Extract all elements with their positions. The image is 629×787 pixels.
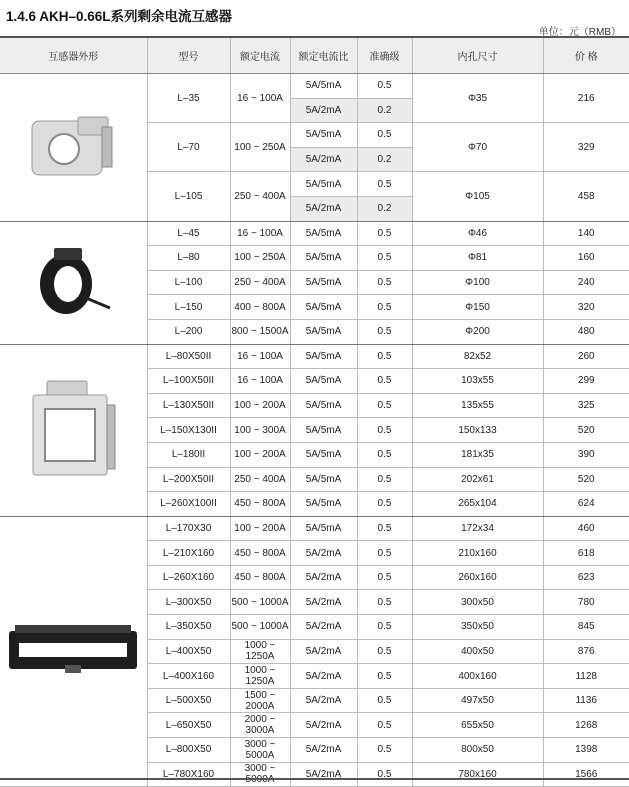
col-header-hole: 内孔尺寸 — [412, 38, 543, 74]
accuracy-cell: 0.5 — [357, 541, 412, 566]
accuracy-cell: 0.5 — [357, 393, 412, 418]
accuracy-cell: 0.5 — [357, 565, 412, 590]
ratio-cell: 5A/2mA — [290, 98, 357, 123]
col-header-current: 额定电流 — [230, 38, 290, 74]
model-cell: L–350X50 — [147, 615, 230, 640]
price-cell: 618 — [543, 541, 629, 566]
hole-cell: Φ46 — [412, 221, 543, 246]
current-cell: 100 ~ 250A — [230, 246, 290, 271]
model-cell: L–170X30 — [147, 516, 230, 541]
ratio-cell: 5A/2mA — [290, 738, 357, 763]
ratio-cell: 5A/5mA — [290, 270, 357, 295]
accuracy-cell: 0.5 — [357, 295, 412, 320]
model-cell: L–400X160 — [147, 664, 230, 689]
accuracy-cell: 0.5 — [357, 762, 412, 787]
accuracy-cell: 0.2 — [357, 147, 412, 172]
ratio-cell: 5A/2mA — [290, 639, 357, 664]
model-cell: L–35 — [147, 74, 230, 123]
table-row — [0, 221, 629, 246]
price-cell: 320 — [543, 295, 629, 320]
hole-cell: Φ35 — [412, 74, 543, 123]
price-cell: 140 — [543, 221, 629, 246]
current-cell: 1000 ~ 1250A — [230, 639, 290, 664]
accuracy-cell: 0.5 — [357, 74, 412, 99]
price-cell: 480 — [543, 319, 629, 344]
current-cell: 800 ~ 1500A — [230, 319, 290, 344]
ratio-cell: 5A/2mA — [290, 713, 357, 738]
accuracy-cell: 0.5 — [357, 123, 412, 148]
ratio-cell: 5A/5mA — [290, 467, 357, 492]
price-cell: 1566 — [543, 762, 629, 787]
model-cell: L–500X50 — [147, 688, 230, 713]
price-cell: 458 — [543, 172, 629, 221]
ratio-cell: 5A/5mA — [290, 319, 357, 344]
current-cell: 400 ~ 800A — [230, 295, 290, 320]
price-cell: 460 — [543, 516, 629, 541]
current-cell: 100 ~ 300A — [230, 418, 290, 443]
ratio-cell: 5A/2mA — [290, 590, 357, 615]
accuracy-cell: 0.5 — [357, 467, 412, 492]
ratio-cell: 5A/5mA — [290, 74, 357, 99]
section-title: 1.4.6 AKH–0.66L系列剩余电流互感器 — [6, 9, 233, 24]
model-cell: L–200 — [147, 319, 230, 344]
ratio-cell: 5A/5mA — [290, 295, 357, 320]
current-cell: 100 ~ 250A — [230, 123, 290, 172]
table-row — [0, 344, 629, 369]
col-header-accuracy: 准确级 — [357, 38, 412, 74]
ratio-cell: 5A/5mA — [290, 418, 357, 443]
hole-cell: 400x160 — [412, 664, 543, 689]
price-cell: 780 — [543, 590, 629, 615]
accuracy-cell: 0.5 — [357, 319, 412, 344]
accuracy-cell: 0.5 — [357, 639, 412, 664]
table-row — [0, 74, 629, 99]
hole-cell: 202x61 — [412, 467, 543, 492]
hole-cell: 655x50 — [412, 713, 543, 738]
current-cell: 500 ~ 1000A — [230, 590, 290, 615]
current-cell: 16 ~ 100A — [230, 221, 290, 246]
round-white-ct-icon — [18, 111, 128, 183]
price-table — [0, 38, 629, 787]
ratio-cell: 5A/5mA — [290, 369, 357, 394]
current-cell: 16 ~ 100A — [230, 369, 290, 394]
model-cell: L–800X50 — [147, 738, 230, 763]
price-cell: 216 — [543, 74, 629, 123]
hole-cell: Φ81 — [412, 246, 543, 271]
model-cell: L–180II — [147, 442, 230, 467]
accuracy-cell: 0.5 — [357, 738, 412, 763]
col-header-model: 型号 — [147, 38, 230, 74]
col-header-ratio: 额定电流比 — [290, 38, 357, 74]
price-cell: 240 — [543, 270, 629, 295]
model-cell: L–400X50 — [147, 639, 230, 664]
table-row — [0, 516, 629, 541]
round-black-ct-icon — [28, 242, 118, 324]
price-cell: 1398 — [543, 738, 629, 763]
price-cell: 1128 — [543, 664, 629, 689]
accuracy-cell: 0.5 — [357, 270, 412, 295]
model-cell: L–100X50II — [147, 369, 230, 394]
accuracy-cell: 0.5 — [357, 369, 412, 394]
current-cell: 2000 ~ 3000A — [230, 713, 290, 738]
price-cell: 260 — [543, 344, 629, 369]
ratio-cell: 5A/2mA — [290, 664, 357, 689]
ratio-cell: 5A/5mA — [290, 344, 357, 369]
ratio-cell: 5A/5mA — [290, 221, 357, 246]
model-cell: L–100 — [147, 270, 230, 295]
ratio-cell: 5A/5mA — [290, 172, 357, 197]
current-cell: 1500 ~ 2000A — [230, 688, 290, 713]
accuracy-cell: 0.5 — [357, 246, 412, 271]
hole-cell: 497x50 — [412, 688, 543, 713]
accuracy-cell: 0.5 — [357, 492, 412, 517]
accuracy-cell: 0.5 — [357, 664, 412, 689]
current-cell: 250 ~ 400A — [230, 172, 290, 221]
header-row — [0, 38, 629, 74]
hole-cell: Φ70 — [412, 123, 543, 172]
hole-cell: 400x50 — [412, 639, 543, 664]
accuracy-cell: 0.5 — [357, 344, 412, 369]
ratio-cell: 5A/2mA — [290, 565, 357, 590]
product-image-round-black — [0, 221, 147, 344]
rect-white-ct-icon — [25, 375, 121, 485]
model-cell: L–300X50 — [147, 590, 230, 615]
col-header-shape: 互感器外形 — [0, 38, 147, 74]
price-cell: 160 — [543, 246, 629, 271]
price-cell: 1136 — [543, 688, 629, 713]
product-image-round-white — [0, 74, 147, 222]
ratio-cell: 5A/2mA — [290, 688, 357, 713]
current-cell: 100 ~ 200A — [230, 393, 290, 418]
model-cell: L–260X160 — [147, 565, 230, 590]
price-cell: 845 — [543, 615, 629, 640]
hole-cell: 800x50 — [412, 738, 543, 763]
model-cell: L–150X130II — [147, 418, 230, 443]
ratio-cell: 5A/5mA — [290, 516, 357, 541]
current-cell: 100 ~ 200A — [230, 516, 290, 541]
hole-cell: 181x35 — [412, 442, 543, 467]
bottom-rule — [0, 778, 629, 780]
accuracy-cell: 0.5 — [357, 442, 412, 467]
long-black-ct-icon — [5, 621, 141, 681]
current-cell: 3000 ~ 5000A — [230, 762, 290, 787]
current-cell: 250 ~ 400A — [230, 467, 290, 492]
model-cell: L–650X50 — [147, 713, 230, 738]
model-cell: L–260X100II — [147, 492, 230, 517]
price-cell: 329 — [543, 123, 629, 172]
ratio-cell: 5A/5mA — [290, 442, 357, 467]
ratio-cell: 5A/2mA — [290, 196, 357, 221]
current-cell: 450 ~ 800A — [230, 541, 290, 566]
hole-cell: 82x52 — [412, 344, 543, 369]
model-cell: L–105 — [147, 172, 230, 221]
ratio-cell: 5A/2mA — [290, 541, 357, 566]
price-cell: 876 — [543, 639, 629, 664]
hole-cell: 150x133 — [412, 418, 543, 443]
price-cell: 520 — [543, 467, 629, 492]
hole-cell: Φ100 — [412, 270, 543, 295]
hole-cell: Φ200 — [412, 319, 543, 344]
model-cell: L–210X160 — [147, 541, 230, 566]
price-cell: 623 — [543, 565, 629, 590]
accuracy-cell: 0.2 — [357, 196, 412, 221]
current-cell: 3000 ~ 5000A — [230, 738, 290, 763]
ratio-cell: 5A/2mA — [290, 615, 357, 640]
model-cell: L–150 — [147, 295, 230, 320]
model-cell: L–80 — [147, 246, 230, 271]
col-header-price: 价 格 — [543, 38, 629, 74]
accuracy-cell: 0.5 — [357, 688, 412, 713]
accuracy-cell: 0.5 — [357, 713, 412, 738]
ratio-cell: 5A/5mA — [290, 246, 357, 271]
current-cell: 1000 ~ 1250A — [230, 664, 290, 689]
hole-cell: 172x34 — [412, 516, 543, 541]
model-cell: L–780X160 — [147, 762, 230, 787]
ratio-cell: 5A/2mA — [290, 147, 357, 172]
accuracy-cell: 0.5 — [357, 221, 412, 246]
model-cell: L–130X50II — [147, 393, 230, 418]
price-cell: 390 — [543, 442, 629, 467]
product-image-long-black — [0, 516, 147, 787]
accuracy-cell: 0.5 — [357, 516, 412, 541]
model-cell: L–45 — [147, 221, 230, 246]
current-cell: 500 ~ 1000A — [230, 615, 290, 640]
accuracy-cell: 0.5 — [357, 615, 412, 640]
accuracy-cell: 0.2 — [357, 98, 412, 123]
accuracy-cell: 0.5 — [357, 418, 412, 443]
ratio-cell: 5A/2mA — [290, 762, 357, 787]
hole-cell: Φ150 — [412, 295, 543, 320]
hole-cell: 300x50 — [412, 590, 543, 615]
hole-cell: 350x50 — [412, 615, 543, 640]
hole-cell: Φ105 — [412, 172, 543, 221]
current-cell: 100 ~ 200A — [230, 442, 290, 467]
price-cell: 1268 — [543, 713, 629, 738]
model-cell: L–70 — [147, 123, 230, 172]
current-cell: 16 ~ 100A — [230, 344, 290, 369]
ratio-cell: 5A/5mA — [290, 123, 357, 148]
hole-cell: 210x160 — [412, 541, 543, 566]
accuracy-cell: 0.5 — [357, 590, 412, 615]
current-cell: 450 ~ 800A — [230, 565, 290, 590]
hole-cell: 103x55 — [412, 369, 543, 394]
price-cell: 624 — [543, 492, 629, 517]
model-cell: L–200X50II — [147, 467, 230, 492]
hole-cell: 265x104 — [412, 492, 543, 517]
product-image-rect-white — [0, 344, 147, 516]
price-cell: 325 — [543, 393, 629, 418]
hole-cell: 780x160 — [412, 762, 543, 787]
current-cell: 450 ~ 800A — [230, 492, 290, 517]
accuracy-cell: 0.5 — [357, 172, 412, 197]
model-cell: L–80X50II — [147, 344, 230, 369]
unit-label: 单位：元（RMB） — [538, 27, 621, 38]
ratio-cell: 5A/5mA — [290, 393, 357, 418]
price-cell: 299 — [543, 369, 629, 394]
price-cell: 520 — [543, 418, 629, 443]
current-cell: 250 ~ 400A — [230, 270, 290, 295]
hole-cell: 135x55 — [412, 393, 543, 418]
hole-cell: 260x160 — [412, 565, 543, 590]
current-cell: 16 ~ 100A — [230, 74, 290, 123]
ratio-cell: 5A/5mA — [290, 492, 357, 517]
